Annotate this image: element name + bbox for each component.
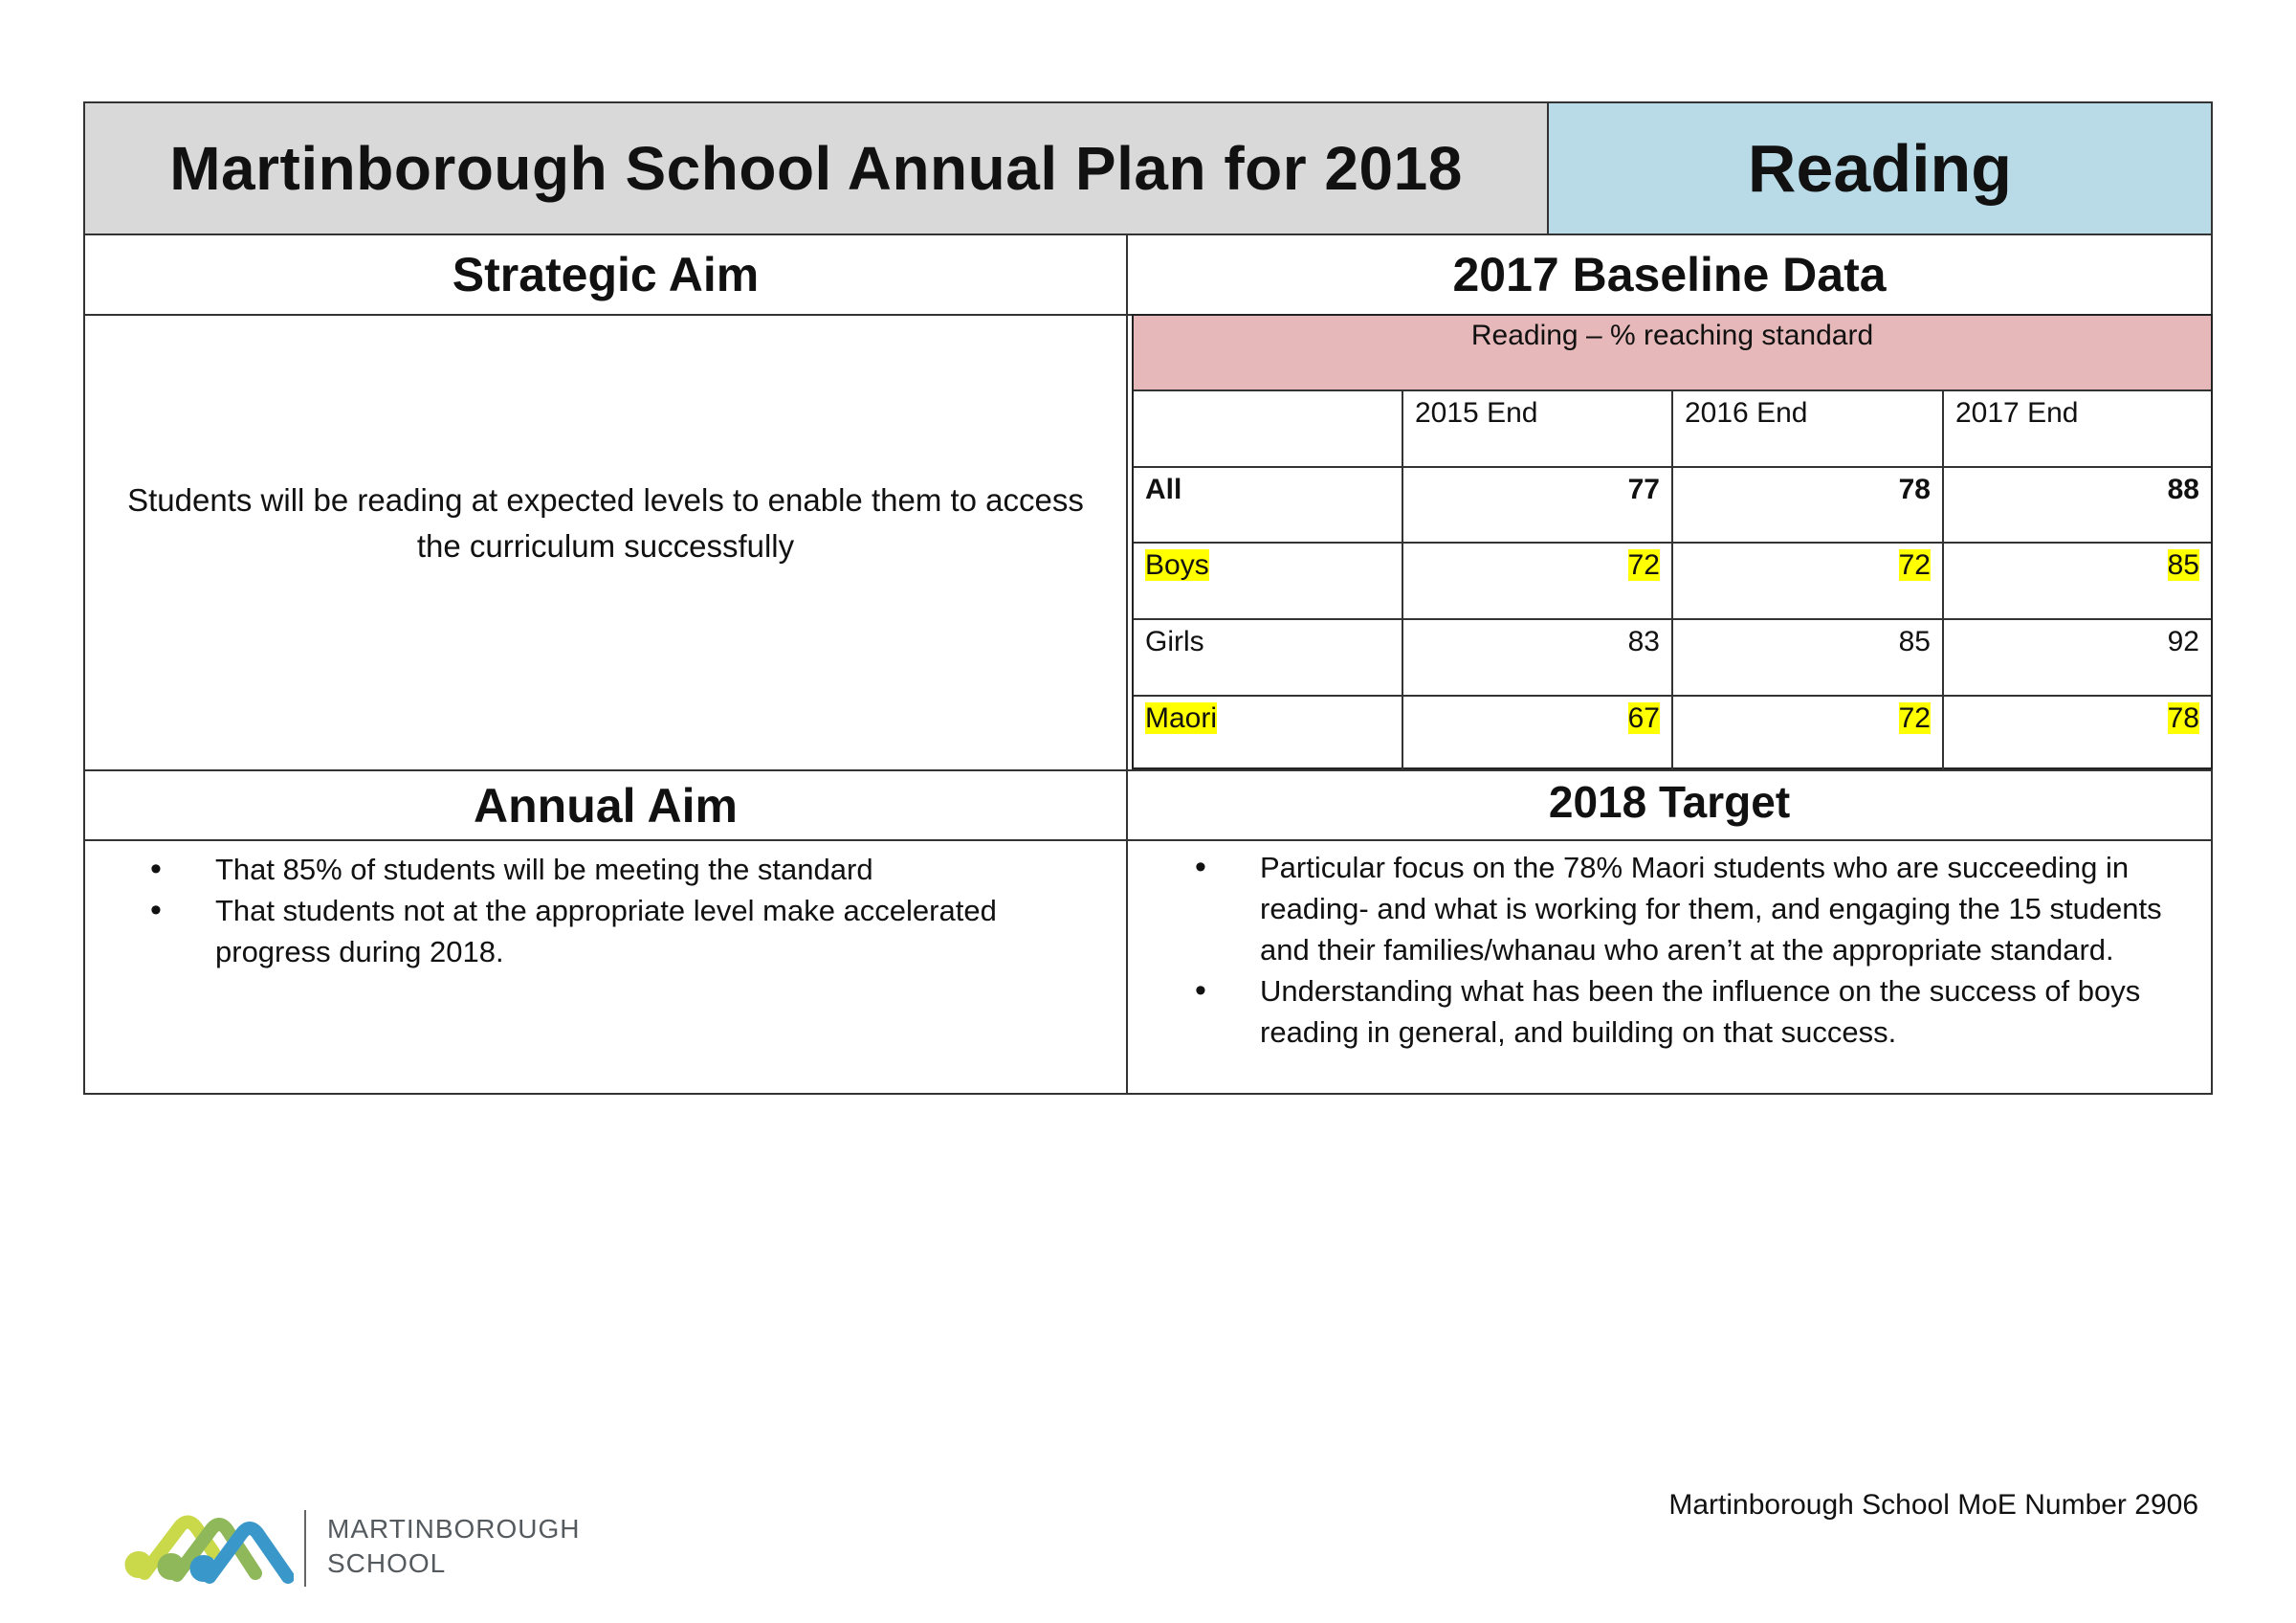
logo-line-2: SCHOOL (327, 1548, 447, 1578)
target-heading: 2018 Target (1126, 769, 2213, 841)
table-value-cell (1673, 620, 1944, 697)
annual-aim-list (150, 849, 1107, 972)
column-header-label: 2017 End (1955, 397, 2079, 429)
strategic-aim-heading: Strategic Aim (83, 233, 1128, 316)
row-value: 72 (1898, 702, 1931, 734)
row-label: All (1145, 474, 1182, 505)
column-header-label: 2016 End (1685, 397, 1808, 429)
table-value-cell (1944, 697, 2211, 769)
table-value-cell (1944, 468, 2211, 544)
table-value-cell (1403, 544, 1673, 620)
row-value: 78 (2167, 702, 2199, 734)
table-value-cell (1403, 697, 1673, 769)
baseline-heading: 2017 Baseline Data (1126, 233, 2213, 316)
table-value-cell (1673, 468, 1944, 544)
row-value: 77 (1627, 474, 1660, 505)
table-value-cell (1673, 697, 1944, 769)
row-value: 92 (2167, 626, 2199, 657)
table-title: Reading – % reaching standard (1134, 316, 2211, 391)
row-value: 72 (1898, 549, 1931, 581)
table-column-header (1673, 391, 1944, 468)
row-value: 83 (1627, 626, 1660, 657)
table-row-label-cell (1134, 468, 1403, 544)
row-value: 78 (1898, 474, 1931, 505)
row-label: Girls (1145, 626, 1204, 657)
table-value-cell (1944, 544, 2211, 620)
plan-title: Martinborough School Annual Plan for 2018 (169, 134, 1463, 203)
table-value-cell (1944, 620, 2211, 697)
logo-line-1: MARTINBOROUGH (327, 1514, 581, 1544)
target-item: • Understanding what has been the influence on the success of boys reading in general, and building on that success. (1195, 970, 2192, 1053)
logo-divider (304, 1510, 306, 1587)
table-row-label-cell (1134, 544, 1403, 620)
plan-title-cell (83, 101, 1548, 235)
row-label: Maori (1145, 702, 1218, 734)
row-value: 85 (1898, 626, 1931, 657)
column-header-label: 2015 End (1415, 397, 1538, 429)
baseline-table (1132, 314, 2213, 769)
row-value: 72 (1627, 549, 1660, 581)
target-item: • Particular focus on the 78% Maori students who are succeeding in reading- and what is working for them, and engaging the 15 students and their families/whanau who aren’t at the appropriate standard. (1195, 847, 2192, 970)
subject-title: Reading (1747, 131, 2013, 206)
row-value: 85 (2167, 549, 2199, 581)
table-column-header (1403, 391, 1673, 468)
strategic-aim-cell (83, 314, 1128, 771)
annual-aim-cell (83, 839, 1128, 1095)
table-column-header (1944, 391, 2211, 468)
table-value-cell (1403, 468, 1673, 544)
moe-number: Martinborough School MoE Number 2906 (1668, 1489, 2198, 1521)
table-row-label-cell (1134, 697, 1403, 769)
table-column-header (1134, 391, 1403, 468)
logo-wordmark (327, 1512, 614, 1581)
table-value-cell (1673, 544, 1944, 620)
annual-aim-heading: Annual Aim (83, 769, 1128, 841)
subject-cell (1548, 101, 2213, 235)
target-list (1195, 847, 2192, 1053)
row-label: Boys (1145, 549, 1209, 581)
table-value-cell (1403, 620, 1673, 697)
row-value: 88 (2167, 474, 2199, 505)
row-value: 67 (1627, 702, 1660, 734)
table-row-label-cell (1134, 620, 1403, 697)
school-logo-icon (121, 1504, 294, 1590)
target-cell (1126, 839, 2213, 1095)
annual-aim-item: • That 85% of students will be meeting the standard (150, 849, 1107, 890)
annual-aim-item: • That students not at the appropriate level make accelerated progress during 2018. (150, 890, 1107, 972)
strategic-aim-text: Students will be reading at expected levels to enable them to access the curriculum successfully (127, 482, 1084, 564)
